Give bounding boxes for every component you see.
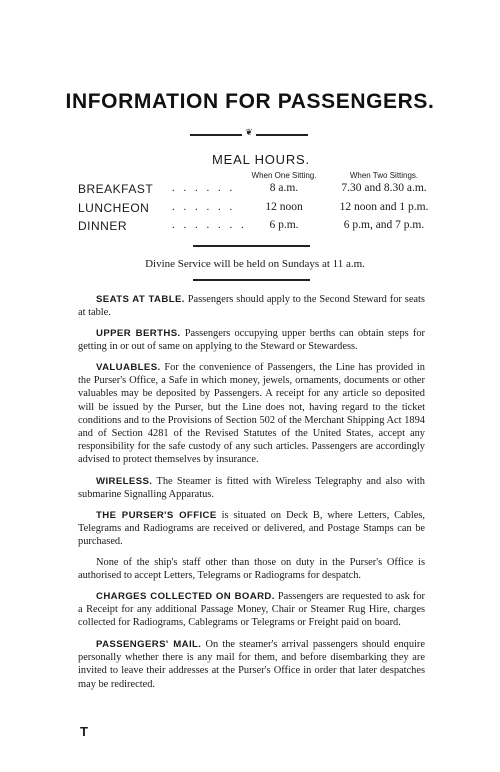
time-two-sittings: 12 noon and 1 p.m. xyxy=(339,201,429,213)
section-lead: PASSENGERS' MAIL. xyxy=(96,639,202,650)
ornament-line-right xyxy=(256,134,308,136)
section-seats-at-table xyxy=(78,293,425,319)
meal-name: LUNCHEON xyxy=(78,201,150,215)
divine-service-notice: Divine Service will be held on Sundays at 11 a.m. xyxy=(145,258,365,270)
col-head-two-sittings: When Two Sittings. xyxy=(349,171,419,180)
ornament-knot-icon: ❦ xyxy=(245,128,253,138)
section-text: For the convenience of Passengers, the Line has provided in the Purser's Office, a Safe in which money, jewels, ornaments, documents or other valuables may be deposited by Passengers. A receipt for any article so deposited will be issued by the Purser, but the Line does not, having regard to the ticket conditions and to the Provisions of Section 502 of the Merchant Shipping Act 1894 and of Section 4281 of the Revised Statutes of the United States, accept any responsibility for the safe custody of any such articles. Passengers are accordingly advised to protect themselves by insurance. xyxy=(78,362,425,466)
time-one-sitting: 8 a.m. xyxy=(269,182,299,194)
section-lead: CHARGES COLLECTED ON BOARD. xyxy=(96,591,275,602)
section-staff-note xyxy=(78,556,425,582)
section-passengers-mail xyxy=(78,638,425,691)
meal-hours-heading: MEAL HOURS. xyxy=(212,152,310,167)
col-head-one-sitting: When One Sitting. xyxy=(251,171,317,180)
ornament-line-left xyxy=(190,134,242,136)
leader-dots: . . . . . . xyxy=(172,182,236,194)
section-pursers-office xyxy=(78,509,425,549)
page-title: INFORMATION FOR PASSENGERS. xyxy=(65,90,435,113)
section-lead: VALUABLES. xyxy=(96,362,161,373)
section-text: Passengers should apply to the Second Steward for seats at table. xyxy=(78,294,425,319)
section-wireless xyxy=(78,475,425,501)
section-valuables xyxy=(78,361,425,467)
divider-rule xyxy=(193,279,310,281)
meal-row-luncheon xyxy=(0,201,500,219)
section-text: On the steamer's arrival passengers should enquire personally whether there is any mail for them, and before disembarking they are invited to leave their addresses at the Purser's Office in order that later despatches may be redirected. xyxy=(78,639,425,690)
title-ornament xyxy=(190,128,308,138)
meal-name: BREAKFAST xyxy=(78,182,154,196)
divider-rule xyxy=(193,245,310,247)
leader-dots: . . . . . . xyxy=(172,201,236,213)
section-lead: WIRELESS. xyxy=(96,476,153,487)
meal-row-breakfast xyxy=(0,182,500,200)
section-text: Passengers occupying upper berths can obtain steps for getting in or out of same on applying to the Steward or Stewardess. xyxy=(78,328,425,353)
page-footer-mark: T xyxy=(80,724,88,739)
section-lead: UPPER BERTHS. xyxy=(96,328,181,339)
meal-row-dinner xyxy=(0,219,500,237)
section-text: is situated on Deck B, where Letters, Cables, Telegrams and Radiograms are received or delivered, and Postage Stamps can be purchased. xyxy=(78,510,425,548)
time-two-sittings: 6 p.m, and 7 p.m. xyxy=(343,219,425,231)
section-text: None of the ship's staff other than those on duty in the Purser's Office is authorised to accept Letters, Telegrams or Radiograms for despatch. xyxy=(78,557,425,582)
time-one-sitting: 12 noon xyxy=(265,201,303,213)
leader-dots: . . . . . . . xyxy=(172,219,247,231)
section-charges xyxy=(78,590,425,630)
section-lead: THE PURSER'S OFFICE xyxy=(96,510,217,521)
section-lead: SEATS AT TABLE. xyxy=(96,294,185,305)
section-upper-berths xyxy=(78,327,425,353)
section-text: Passengers are requested to ask for a Receipt for any additional Passage Money, Chair or Steamer Rug Hire, charges collected for Radiograms, Cablegrams or Telegrams or Freight paid on board. xyxy=(78,591,425,629)
time-two-sittings: 7.30 and 8.30 a.m. xyxy=(341,182,427,194)
section-text: The Steamer is fitted with Wireless Telegraphy and also with submarine Signalling Apparatus. xyxy=(78,476,425,501)
time-one-sitting: 6 p.m. xyxy=(269,219,299,231)
meal-name: DINNER xyxy=(78,219,128,233)
